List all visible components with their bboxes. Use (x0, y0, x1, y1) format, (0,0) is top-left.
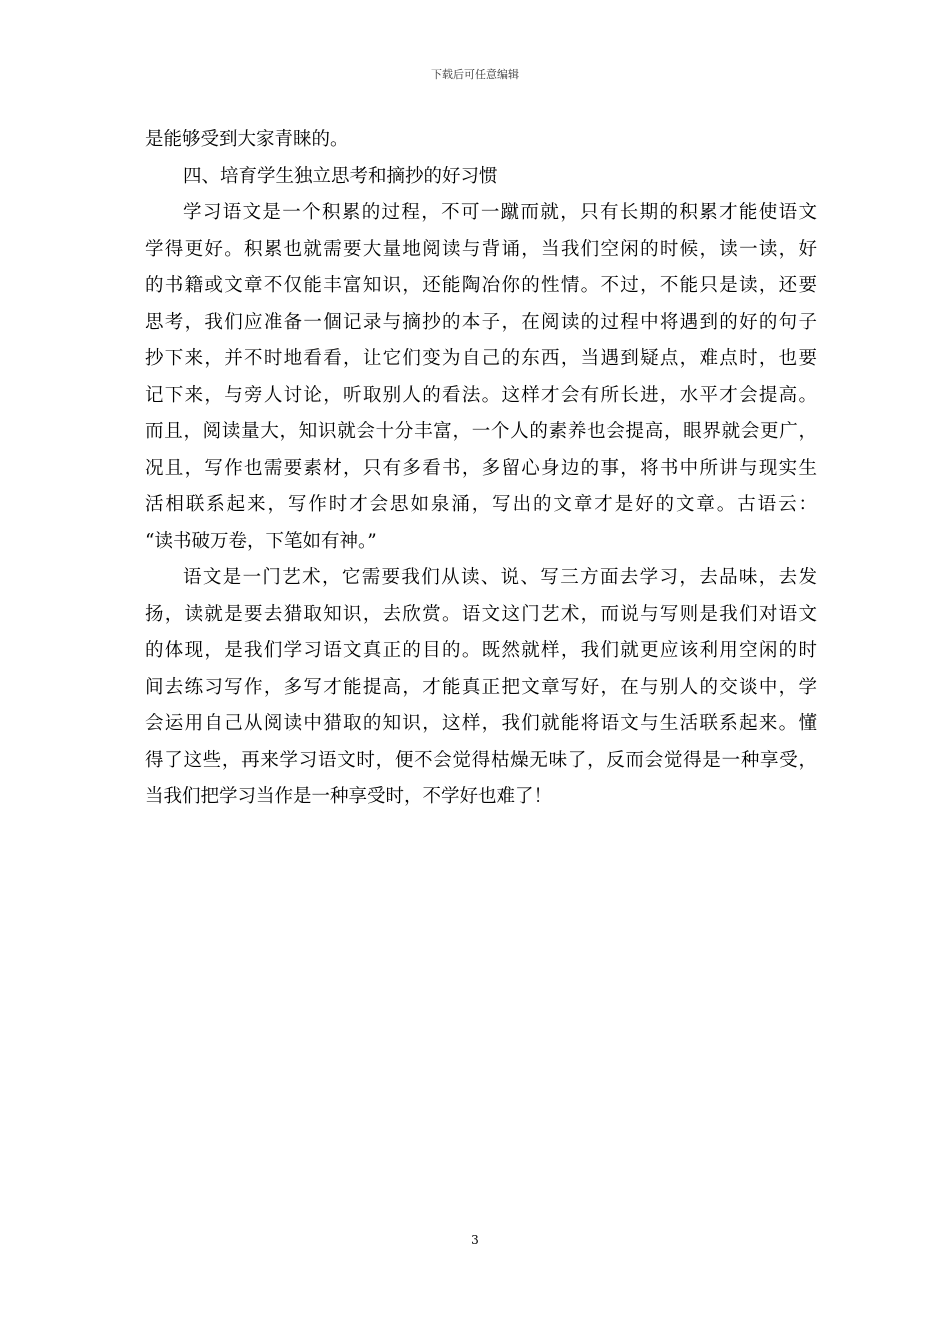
page-number: 3 (471, 1233, 479, 1247)
paragraph-line: 得了这些，再来学习语文时，便不会觉得枯燥无味了，反而会觉得是一种享受， (145, 749, 817, 771)
section-heading: 四、培育学生独立思考和摘抄的好习惯 (183, 165, 498, 187)
paragraph-line: 语文是一门艺术，它需要我们从读、说、写三方面去学习，去品味，去发 (183, 567, 817, 588)
paragraph-line: 思考，我们应准备一個记录与摘抄的本子，在阅读的过程中将遇到的好的句子 (145, 311, 817, 333)
paragraph-line: 扬，读就是要去猎取知识，去欣赏。语文这门艺术，而说与写则是我们对语文 (145, 603, 817, 625)
paragraph-line: 况且，写作也需要素材，只有多看书，多留心身边的事，将书中所讲与现实生 (145, 457, 817, 479)
quote-line: “读书破万卷，下笔如有神。” (145, 530, 377, 552)
page-header: 下载后可任意编辑 (431, 68, 519, 81)
paragraph-line: 学得更好。积累也就需要大量地阅读与背诵，当我们空闲的时候，读一读，好 (145, 238, 817, 260)
paragraph-line: 间去练习写作，多写才能提高，才能真正把文章写好，在与别人的交谈中，学 (145, 676, 817, 698)
paragraph-line: 而且，阅读量大，知识就会十分丰富，一个人的素养也会提高，眼界就会更广， (145, 421, 817, 442)
paragraph-line: 学习语文是一个积累的过程，不可一蹴而就，只有长期的积累才能使语文 (183, 202, 817, 223)
paragraph-line: 活相联系起来，写作时才会思如泉涌，写出的文章才是好的文章。古语云： (145, 494, 817, 515)
paragraph-line: 当我们把学习当作是一种享受时，不学好也难了！ (145, 786, 553, 807)
document-body (145, 122, 817, 816)
paragraph-line: 的书籍或文章不仅能丰富知识，还能陶冶你的性情。不过，不能只是读，还要 (145, 275, 817, 296)
paragraph-line: 的体现，是我们学习语文真正的目的。既然就样，我们就更应该利用空闲的时 (145, 640, 817, 661)
paragraph-line: 记下来，与旁人讨论，听取别人的看法。这样才会有所长进，水平才会提高。 (145, 384, 817, 406)
paragraph-line: 会运用自己从阅读中猎取的知识，这样，我们就能将语文与生活联系起来。懂 (145, 713, 817, 734)
paragraph-line: 是能够受到大家青睐的。 (145, 129, 349, 150)
paragraph-line: 抄下来，并不时地看看，让它们变为自己的东西，当遇到疑点，难点时，也要 (145, 348, 817, 369)
